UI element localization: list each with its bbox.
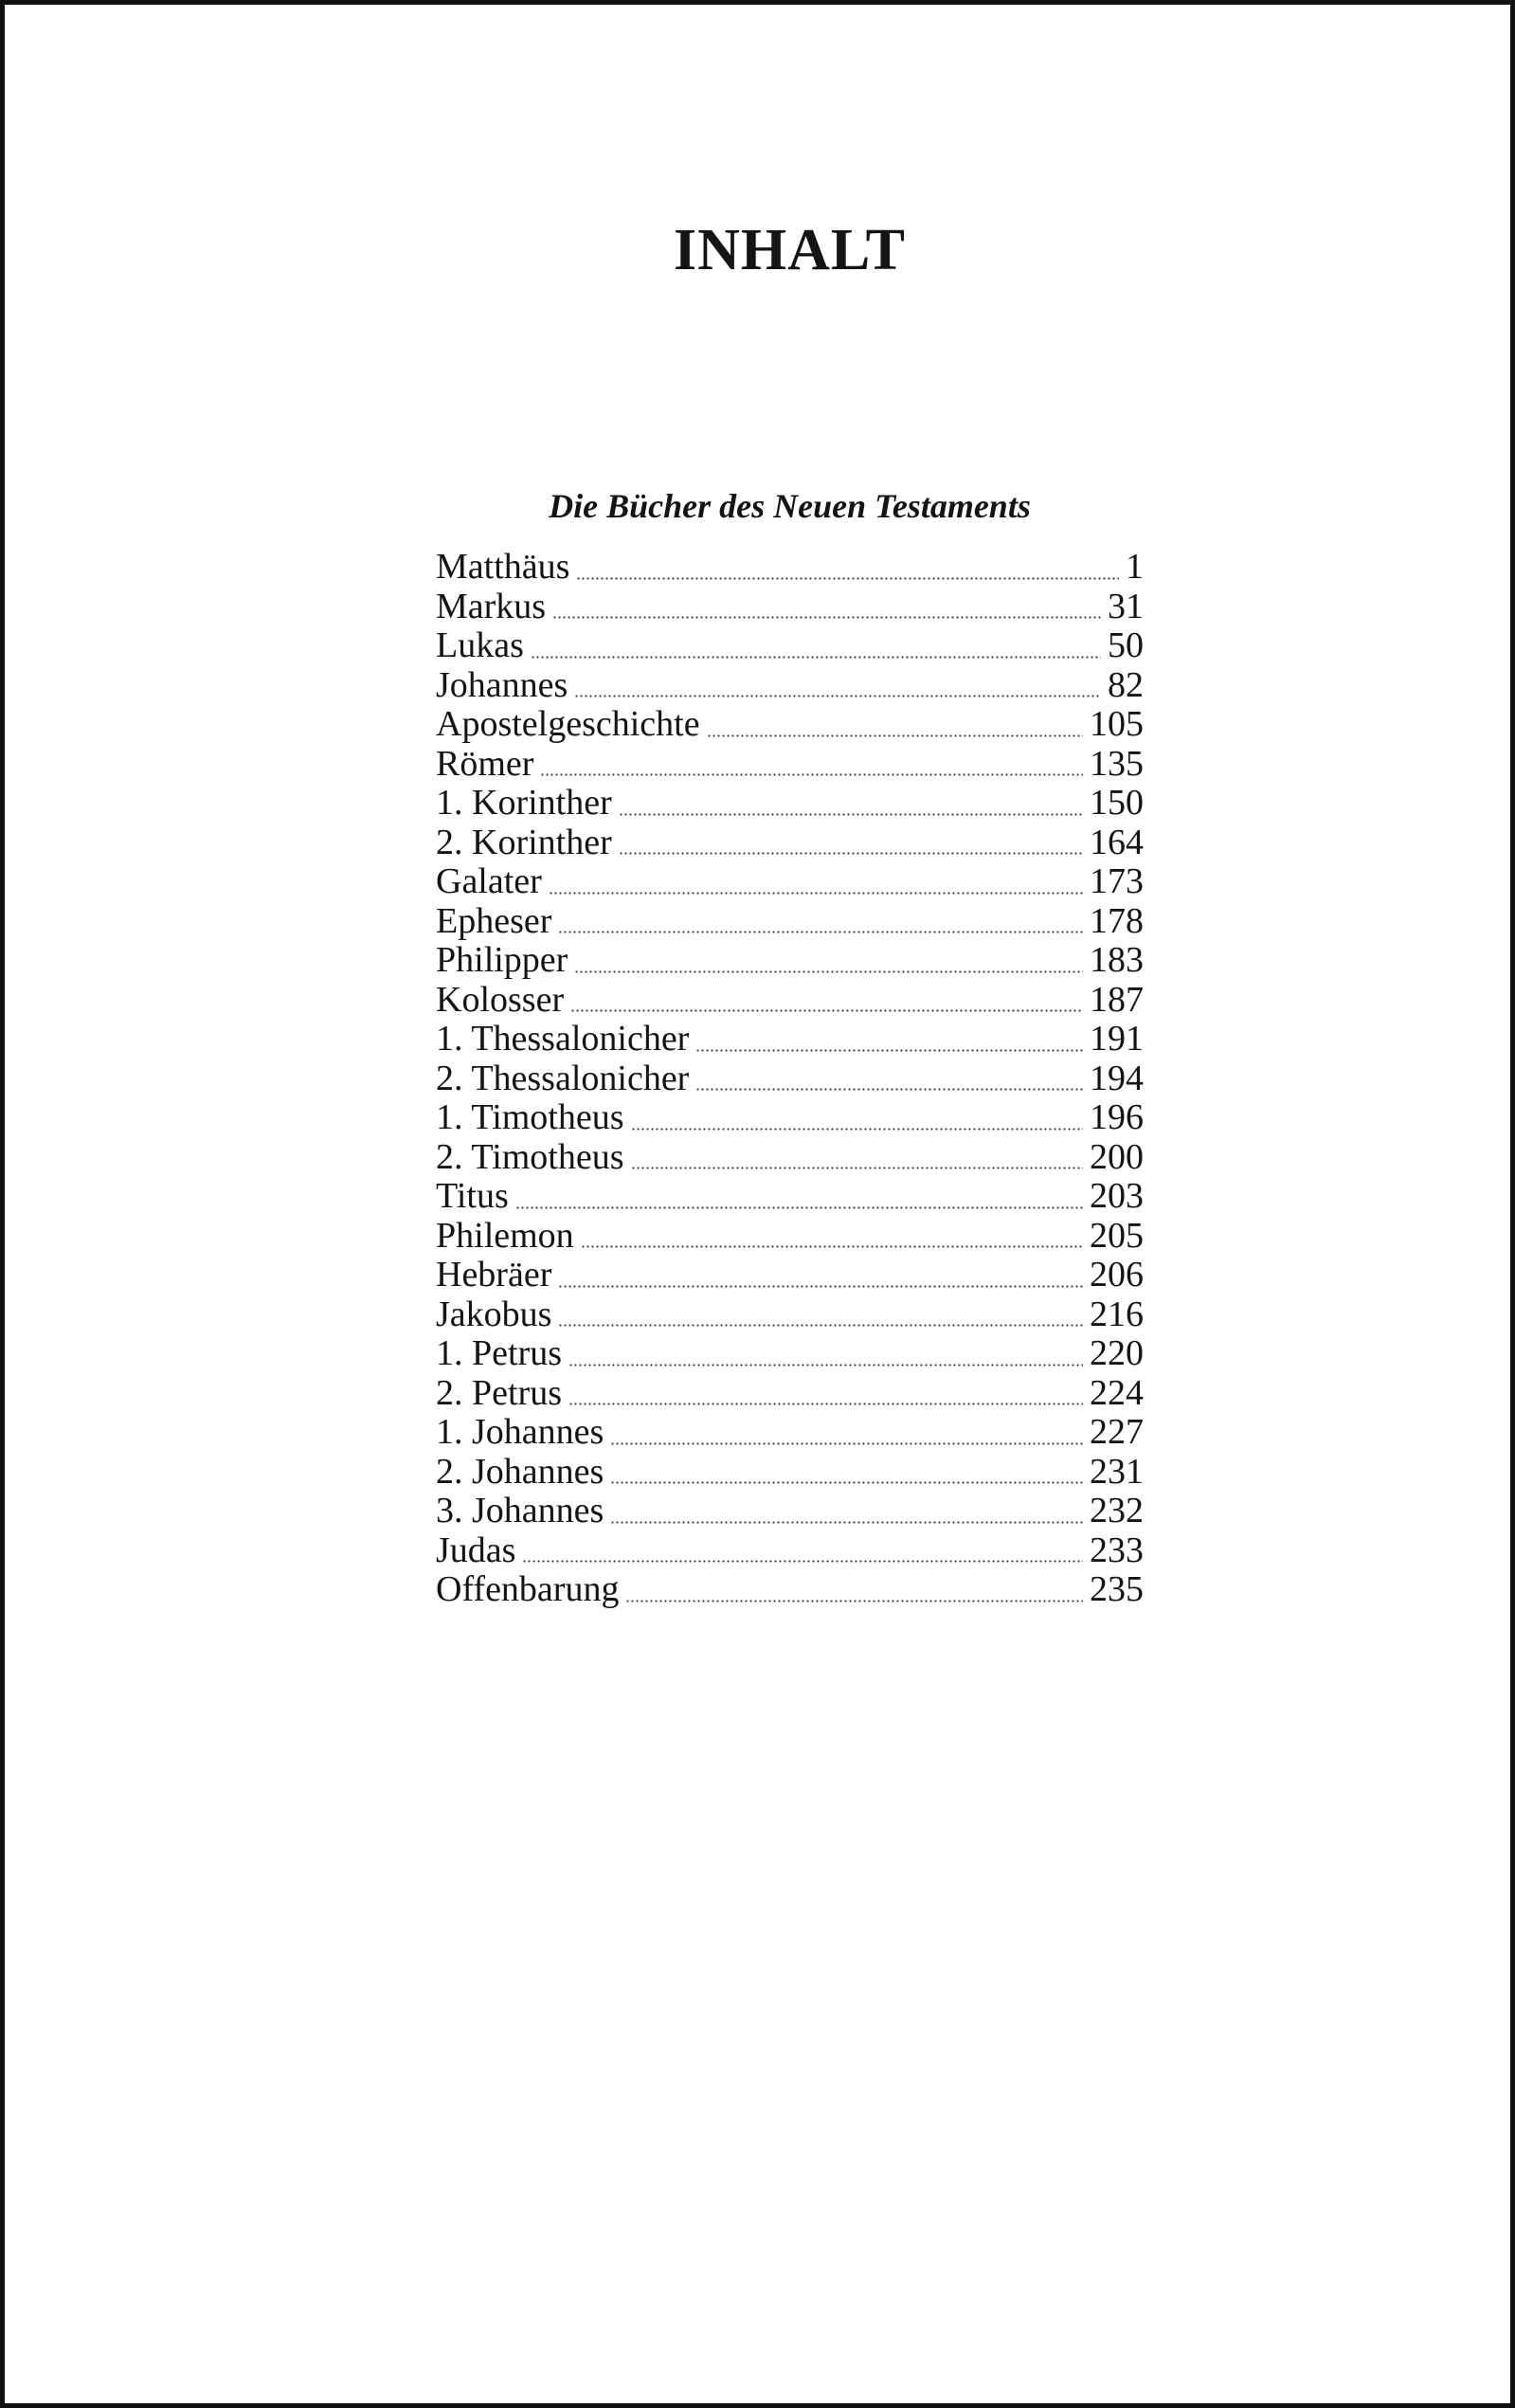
toc-entry: [436, 1098, 1144, 1138]
toc-entry: [436, 1059, 1144, 1099]
book-title: 1. Korinther: [436, 783, 612, 823]
toc-entry: [436, 588, 1144, 627]
toc-entry: [436, 705, 1144, 745]
toc-entry: [436, 1374, 1144, 1414]
page-number: 183: [1090, 940, 1144, 980]
page-number: 150: [1090, 783, 1144, 823]
book-title: 1. Johannes: [436, 1412, 604, 1452]
toc-entry: [436, 862, 1144, 902]
page-number: 196: [1090, 1097, 1144, 1137]
page-number: 50: [1108, 625, 1144, 665]
toc-entry: [436, 666, 1144, 706]
toc-entry: [436, 1020, 1144, 1059]
dot-leader: [610, 1521, 1083, 1524]
book-title: Römer: [436, 743, 534, 784]
dot-leader: [540, 773, 1083, 776]
dot-leader: [515, 1206, 1083, 1209]
toc-entry: [436, 1570, 1144, 1610]
toc-entry: [436, 981, 1144, 1021]
book-title: Lukas: [436, 625, 524, 665]
dot-leader: [574, 970, 1083, 973]
page-number: 224: [1090, 1372, 1144, 1413]
dot-leader: [625, 1600, 1083, 1602]
dot-leader: [610, 1442, 1083, 1445]
page-number: 105: [1090, 704, 1144, 744]
toc-entry: [436, 902, 1144, 942]
page-number: 173: [1090, 861, 1144, 901]
page-number: 235: [1090, 1569, 1144, 1609]
dot-leader: [695, 1088, 1083, 1091]
book-title: Hebräer: [436, 1255, 552, 1295]
page-number: 31: [1108, 586, 1144, 626]
book-title: Epheser: [436, 900, 552, 941]
book-title: Offenbarung: [436, 1569, 620, 1609]
page-number: 233: [1090, 1530, 1144, 1570]
section-subtitle: Die Bücher des Neuen Testaments: [549, 487, 1031, 525]
toc-entry: [436, 1453, 1144, 1493]
toc-entry: [436, 1492, 1144, 1531]
dot-leader: [610, 1481, 1083, 1484]
book-title: Matthäus: [436, 547, 570, 587]
dot-leader: [576, 577, 1119, 580]
toc-entry: [436, 784, 1144, 824]
page-number: 231: [1090, 1451, 1144, 1492]
page-number: 187: [1090, 979, 1144, 1020]
toc-entry: [436, 1177, 1144, 1217]
book-title: Markus: [436, 586, 547, 626]
dot-leader: [558, 1324, 1083, 1327]
page-title: INHALT: [674, 218, 906, 282]
dot-leader: [549, 892, 1083, 895]
page-number: 227: [1090, 1412, 1144, 1452]
book-title: 2. Johannes: [436, 1451, 604, 1492]
page-number: 194: [1090, 1058, 1144, 1098]
page-number: 135: [1090, 743, 1144, 784]
toc-entry: [436, 941, 1144, 981]
toc-entry: [436, 745, 1144, 785]
book-title: 1. Timotheus: [436, 1097, 624, 1137]
dot-leader: [574, 695, 1101, 697]
toc-entry: [436, 1217, 1144, 1257]
toc-entry: [436, 1334, 1144, 1374]
book-title: 2. Thessalonicher: [436, 1058, 690, 1098]
dot-leader: [522, 1560, 1083, 1563]
page-number: 216: [1090, 1294, 1144, 1334]
dot-leader: [707, 734, 1083, 737]
page-number: 191: [1090, 1019, 1144, 1059]
toc-entry: [436, 1256, 1144, 1295]
book-title: Kolosser: [436, 979, 565, 1020]
page-number: 200: [1090, 1136, 1144, 1177]
dot-leader: [631, 1128, 1083, 1131]
book-title: Apostelgeschichte: [436, 704, 700, 744]
page-number: 205: [1090, 1215, 1144, 1256]
book-title: Philemon: [436, 1215, 574, 1256]
page-number: 206: [1090, 1255, 1144, 1295]
toc-entry: [436, 1531, 1144, 1571]
book-title: Philipper: [436, 940, 568, 980]
book-title: Titus: [436, 1176, 509, 1216]
dot-leader: [531, 656, 1101, 659]
book-title: Jakobus: [436, 1294, 552, 1334]
table-of-contents: [436, 548, 1144, 1610]
dot-leader: [568, 1364, 1083, 1367]
toc-entry: [436, 1138, 1144, 1178]
dot-leader: [619, 813, 1083, 816]
page-number: 164: [1090, 822, 1144, 862]
book-title: Galater: [436, 861, 542, 901]
toc-entry: [436, 1413, 1144, 1453]
dot-leader: [570, 1009, 1083, 1012]
page-number: 232: [1090, 1491, 1144, 1530]
dot-leader: [552, 616, 1101, 619]
dot-leader: [558, 1285, 1083, 1288]
book-title: 3. Johannes: [436, 1491, 604, 1530]
dot-leader: [631, 1167, 1083, 1169]
book-title: Judas: [436, 1530, 516, 1570]
dot-leader: [619, 852, 1083, 855]
page-number: 1: [1126, 547, 1144, 587]
book-title: 2. Petrus: [436, 1372, 562, 1413]
page-number: 220: [1090, 1333, 1144, 1373]
book-title: Johannes: [436, 664, 568, 705]
book-title: 1. Petrus: [436, 1333, 562, 1373]
dot-leader: [558, 931, 1083, 933]
toc-entry: [436, 548, 1144, 588]
toc-entry: [436, 824, 1144, 863]
toc-entry: [436, 626, 1144, 666]
dot-leader: [568, 1403, 1083, 1405]
book-title: 2. Timotheus: [436, 1136, 624, 1177]
dot-leader: [695, 1049, 1083, 1052]
page-number: 178: [1090, 900, 1144, 941]
toc-entry: [436, 1295, 1144, 1335]
dot-leader: [581, 1245, 1083, 1248]
page-number: 82: [1108, 664, 1144, 705]
book-title: 2. Korinther: [436, 822, 612, 862]
page-number: 203: [1090, 1176, 1144, 1216]
book-title: 1. Thessalonicher: [436, 1019, 690, 1059]
